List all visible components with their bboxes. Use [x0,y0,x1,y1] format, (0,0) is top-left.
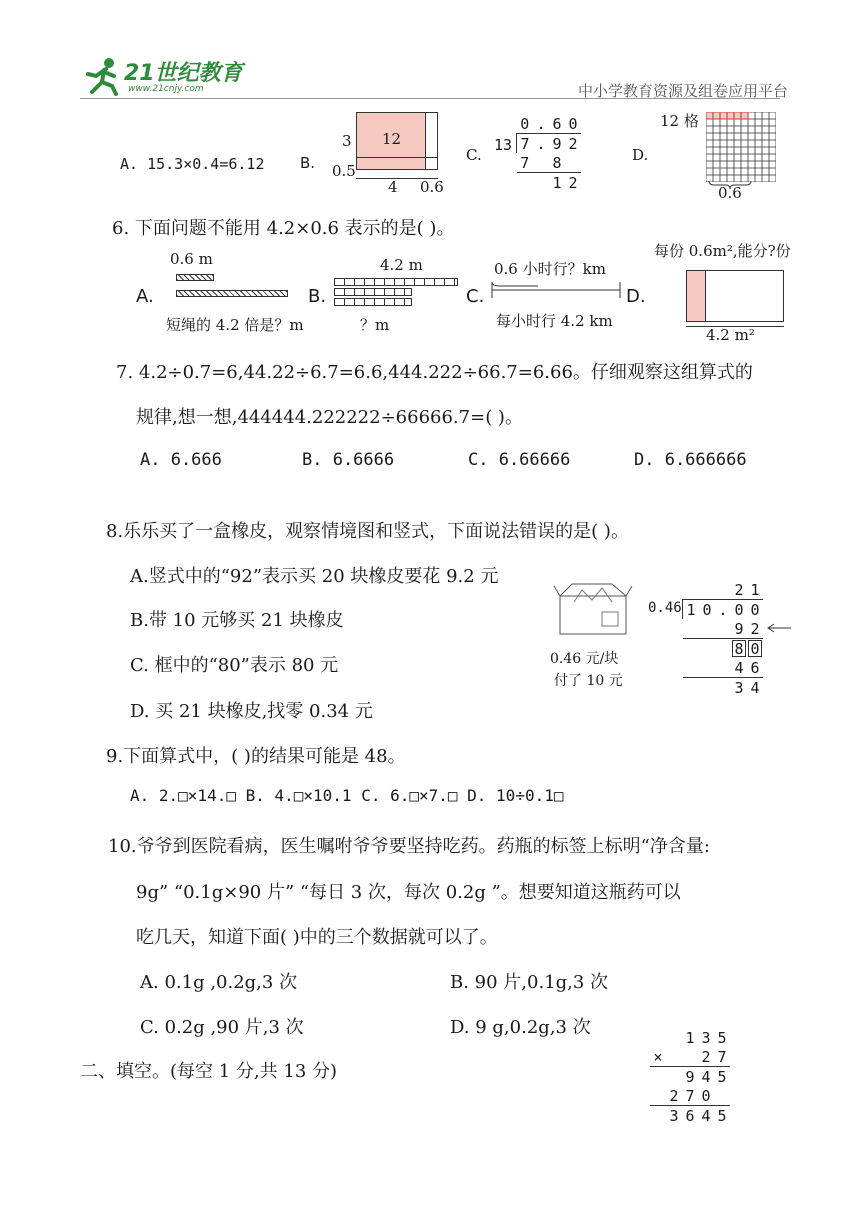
q6-a-top: 0.6 m [170,250,213,268]
q5-option-d [632,108,782,200]
eraser-box-icon [552,582,634,638]
q5-b-left-bottom: 0.5 [332,162,356,180]
eraser-price: 0.46 元/块 [550,651,619,667]
q10-line3: 吃几天，知道下面( )中的三个数据就可以了。 [136,927,498,948]
q6-d-bottom: 4.2 m² [706,326,755,344]
eraser-box-illustration [548,582,644,688]
q5-c-divisor: 13 [494,136,513,154]
q6-b-label: B. [308,286,327,307]
q6-c-bottom: 每小时行 4.2 km [496,312,613,330]
q9-question: 9.下面算式中，( )的结果可能是 48。 [106,746,406,767]
q5-c-division: 0 . 6 0 7 . 9 2 7 8 1 2 [516,114,581,192]
q10-option-c: C. 0.2g ,90 片,3 次 [140,1017,304,1038]
header-logo [82,54,252,98]
q6-c-label: C. [466,286,485,307]
runner-logo-icon [82,56,122,96]
q6-option-c [466,256,626,336]
q6-d-rect [686,270,784,322]
q5-d-label: D. [632,146,649,164]
q7-line1: 7. 4.2÷0.7=6,44.22÷6.7=6.6,444.222÷66.7=6.66。仔细观察这组算式的 [116,362,753,383]
q8-question: 8.乐乐买了一盒橡皮，观察情境图和竖式，下面说法错误的是( )。 [106,521,629,542]
q7-option-a: A. 6.666 [140,450,222,470]
q6-a-label: A. [136,286,154,307]
q8-option-a: A.竖式中的“92”表示买 20 块橡皮要花 9.2 元 [130,566,499,587]
logo-url: www.21cnjy.com [128,84,204,94]
q10-option-d: D. 9 g,0.2g,3 次 [450,1017,591,1038]
long-rope [176,290,288,297]
q7-option-b: B. 6.6666 [302,450,395,470]
q6-question: 6. 下面问题不能用 4.2×0.6 表示的是( )。 [112,218,455,239]
q5-b-bottom-left: 4 [388,178,398,196]
q6-b-top: 4.2 m [380,256,423,274]
arrow-left-icon [766,623,792,633]
vertical-multiplication: 1 3 5 × 2 7 9 4 5 2 7 0 3 6 4 5 [650,1028,730,1125]
platform-name: 中小学教育资源及组卷应用平台 [578,82,789,100]
q6-a-bottom: 短绳的 4.2 倍是？m [166,316,304,334]
q6-d-top: 每份 0.6m²,能分?份 [654,242,791,260]
q9-options: A. 2.□×14.□ B. 4.□×10.1 C. 6.□×7.□ D. 10÷0.1□ [130,786,564,805]
q8-option-b: B.带 10 元够买 21 块橡皮 [130,610,344,631]
q7-option-d: D. 6.666666 [634,450,747,470]
logo-text: 21世纪教育 [124,61,243,86]
q5-option-c [466,114,596,204]
q6-option-a [136,250,304,336]
header-divider [80,98,780,99]
q8-option-c: C. 框中的“80”表示 80 元 [130,655,339,676]
q5-c-label: C. [466,146,482,164]
q7-option-c: C. 6.66666 [468,450,571,470]
q10-option-b: B. 90 片,0.1g,3 次 [450,972,609,993]
section-2-title: 二、填空。(每空 1 分,共 13 分) [80,1061,338,1082]
q10-line2: 9g” “0.1g×90 片” “每日 3 次，每次 0.2g ”。想要知道这瓶药可以 [136,882,681,903]
q10-line1: 10.爷爷到医院看病，医生嘱咐爷爷要坚持吃药。药瓶的标签上标明“净含量: [108,836,710,857]
q6-d-label: D. [626,286,646,307]
q8-option-d: D. 买 21 块橡皮,找零 0.34 元 [130,701,373,722]
q5-b-label: B. [300,154,316,172]
q6-c-segment [490,280,622,302]
short-rope [176,274,214,281]
q7-line2: 规律,想一想,444444.222222÷66666.7=( )。 [136,407,523,428]
q5-b-left-top: 3 [342,132,352,150]
q10-option-a: A. 0.1g ,0.2g,3 次 [140,972,298,993]
q6-option-d [626,236,806,346]
q8-long-division: 0.46 2 1 1 0 . 0 0 9 2 8 0 4 6 3 4 [648,580,768,690]
q5-b-center: 12 [382,130,402,148]
q6-option-b [308,256,458,336]
q5-d-grid-diagram [706,112,776,182]
q5-option-b [300,112,460,202]
q5-d-bottom: 0.6 [718,184,742,202]
q8-divisor: 0.46 [648,600,682,616]
q5-option-a: A. 15.3×0.4=6.12 [120,155,265,173]
q6-b-bars [334,278,458,302]
q6-c-top: 0.6 小时行？km [494,260,606,278]
q5-d-top: 12 格 [660,112,699,130]
q5-b-bottom-right: 0.6 [420,178,444,196]
q6-b-bottom: ？m [360,316,390,334]
amount-paid: 付了 10 元 [554,673,623,689]
